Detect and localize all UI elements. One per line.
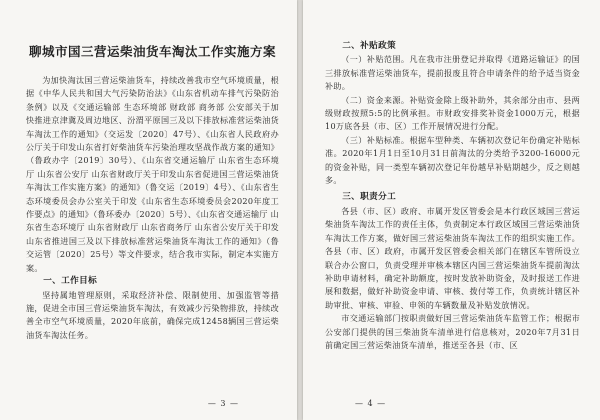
section-heading-duties: 三、职责分工: [342, 192, 397, 203]
page-number-right: — 4 —: [355, 399, 387, 408]
document-title: 聊城市国三营运柴油货车淘汰工作实施方案: [28, 44, 276, 59]
transport-duties-paragraph: 市交通运输部门按职责做好国三营运柴油货车监管工作；根据市公安部门提供的国三柴油货车清单进行信息核对，2020年7月31日前确定国三营运柴油货车清单，推送至各县（市、区: [325, 313, 580, 350]
duties-paragraph: 各县（市、区）政府、市属开发区管委会是本行政区域国三营运柴油货车淘汰工作的责任主体，负责制定本行政区域国三营运柴油货车淘汰工作方案，做好国三营运柴油货车淘汰工作的组织实施工作。各县（市、区）政府，市属开发区管委会相关部门在辖区车管所设立联合办公窗口，负责受理并审核本辖区内国三营运柴油货车提前淘汰补助申请材料，确定补助额度，按时发放补助资金，及时报送工作进展和数据，做好补助资金申请、审核、拨付等工作，负责统计辖区补助审批、审核、审验、申领的车辆数量及补贴发放情况。: [325, 205, 580, 310]
subsidy-funding-paragraph: （二）资金来源。补贴资金除上级补助外，其余部分由市、县两级财政按照5:5的比例承担。市财政安排奖补资金1000万元，根据10万底各县（市、区）工作开展情况进行分配。: [325, 94, 580, 132]
subsidy-scope-paragraph: （一）补贴范围。凡在我市注册登记并取得《道路运输证》的国三排放标准营运柴油货车，提前报废且符合申请条件的给予适当资金补助。: [325, 54, 580, 92]
intro-paragraph: 为加快淘汰国三营运柴油货车，持续改善我市空气环境质量，根据《中华人民共和国大气污染防治法》《山东省机动车排气污染防治条例》以及《交通运输部 生态环境部 财政部 商务部 公安部关于加快推进京津冀及周边地区、汾渭平原国三及以下排放标准营运柴油货车淘汰工作的通知》（交运发〔2020〕47号）、《山东省人民政府办公厅关于印发山东省打好柴油货车污染治理攻坚战作战方案的通知》（鲁政办字〔2019〕30号）、《山东省交通运输厅 山东省生态环境厅 山东省公安厅 山东省财政厅关于印发山东省促进国三营运柴油货车淘汰工作实施方案》的通知》（鲁交运〔2019〕4号）、《山东省生态环境委员会办公室关于印发《山东省生态环境委员会2020年度工作要点》的通知》（鲁环委办〔2020〕5号）、《山东省交通运输厅 山东省生态环境厅 山东省财政厅 山东省商务厅 山东省公安厅关于印发山东省推进国三及以下排放标准营运柴油货车淘汰工作的通知》（鲁交运管〔2020〕25号）等文件要求，结合我市实际，制定本实施方案。: [26, 75, 279, 273]
goals-paragraph: 坚持属地管理原则，采取经济补偿、限制使用、加强监管等措施，促进全市国三营运柴油货车淘汰，有效减少污染物排放，持续改善全市空气环境质量，2020年底前，确保完成12458辆国三营运柴油货车淘汰任务。: [26, 289, 279, 340]
left-page: [0, 0, 297, 420]
right-page: [303, 0, 600, 420]
section-heading-subsidy: 二、补贴政策: [342, 41, 397, 51]
subsidy-standard-paragraph: （三）补贴标准。根据车型种类、车辆初次登记年份确定补贴标准。2020年1月1日至10月31日前淘汰的分类给予3200-16000元的资金补贴，同一类型车辆初次登记年份越早补贴期越少，反之则越多。: [325, 134, 580, 186]
page-number-left: — 3 —: [207, 399, 239, 408]
section-heading-goals: 一、工作目标: [43, 276, 98, 287]
